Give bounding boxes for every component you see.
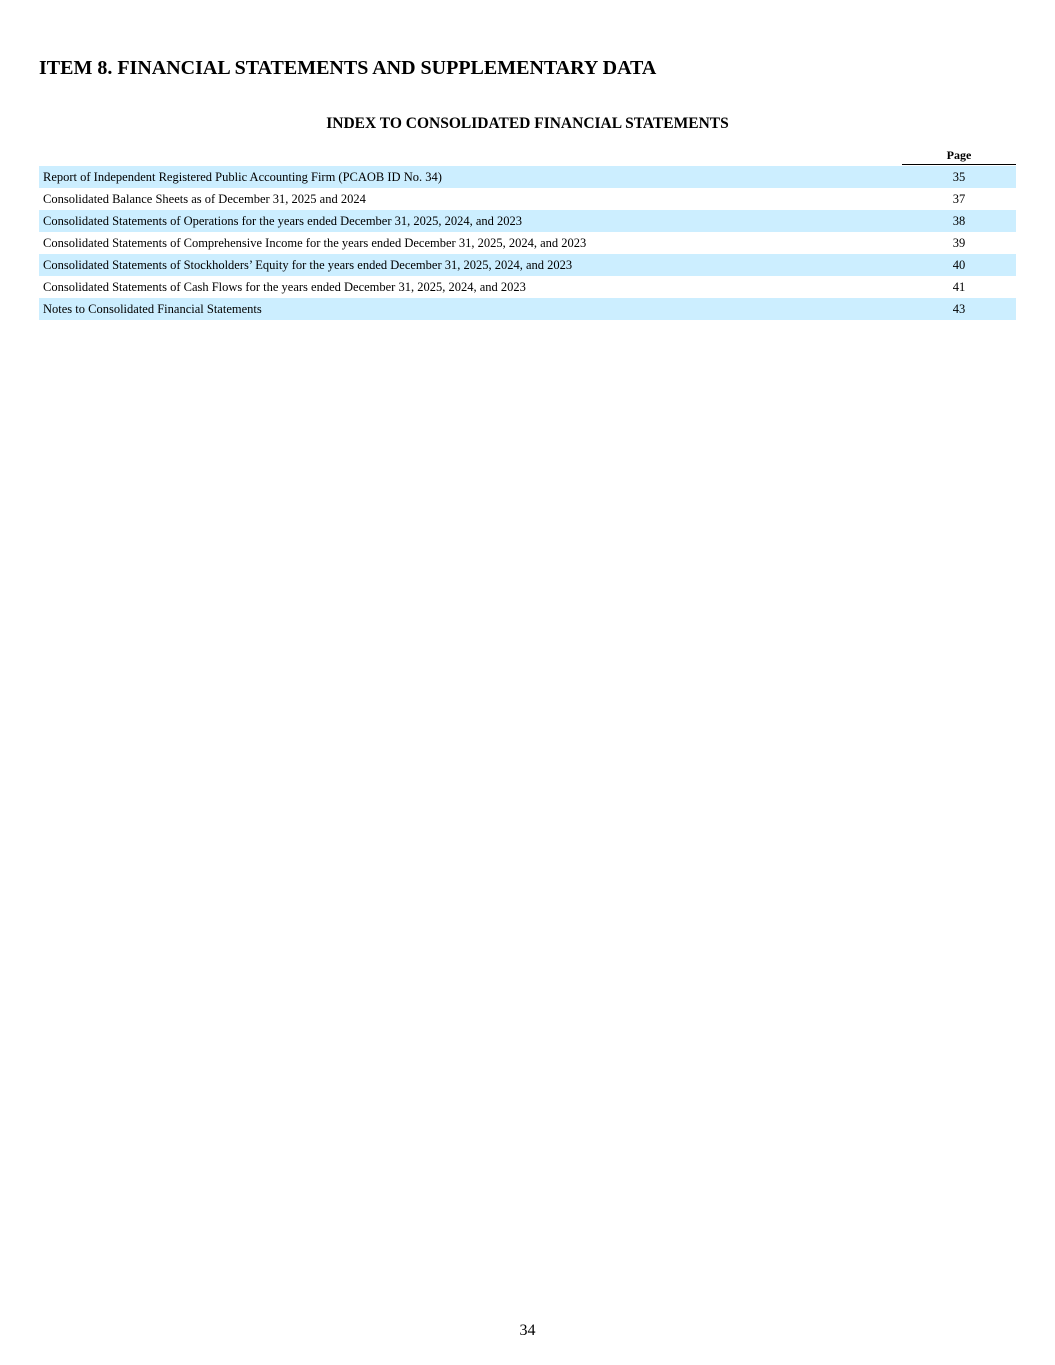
toc-row[interactable]	[39, 188, 1016, 210]
table-of-contents	[39, 146, 1016, 320]
toc-row[interactable]	[39, 210, 1016, 232]
index-title: INDEX TO CONSOLIDATED FINANCIAL STATEMENTS	[326, 115, 729, 132]
toc-entry-title[interactable]: Consolidated Statements of Stockholders’ Equity for the years ended December 31, 2025, 2024, and 2023	[43, 257, 573, 272]
item-heading: ITEM 8. FINANCIAL STATEMENTS AND SUPPLEMENTARY DATA	[39, 57, 657, 79]
page-column-header: Page	[902, 146, 1016, 165]
toc-row[interactable]	[39, 166, 1016, 188]
toc-row[interactable]	[39, 232, 1016, 254]
page-number: 34	[519, 1322, 536, 1339]
toc-entry-page[interactable]: 39	[952, 235, 966, 250]
toc-row[interactable]	[39, 276, 1016, 298]
toc-entry-page[interactable]: 43	[952, 301, 966, 316]
toc-entry-page[interactable]: 35	[952, 169, 966, 184]
toc-entry-title[interactable]: Report of Independent Registered Public Accounting Firm (PCAOB ID No. 34)	[43, 169, 442, 184]
toc-header	[39, 146, 1016, 166]
toc-row[interactable]	[39, 254, 1016, 276]
toc-entry-page[interactable]: 41	[952, 279, 966, 294]
toc-entry-page[interactable]: 40	[952, 257, 966, 272]
toc-entry-title[interactable]: Notes to Consolidated Financial Statements	[43, 301, 262, 316]
toc-entry-title[interactable]: Consolidated Statements of Comprehensive Income for the years ended December 31, 2025, 2024, and 2023	[43, 235, 587, 250]
toc-entry-title[interactable]: Consolidated Balance Sheets as of December 31, 2025 and 2024	[43, 191, 366, 206]
toc-entry-title[interactable]: Consolidated Statements of Cash Flows for the years ended December 31, 2025, 2024, and 2023	[43, 279, 526, 294]
toc-entry-page[interactable]: 37	[952, 191, 966, 206]
toc-entry-title[interactable]: Consolidated Statements of Operations for the years ended December 31, 2025, 2024, and 2023	[43, 213, 523, 228]
toc-row[interactable]	[39, 298, 1016, 320]
toc-entry-page[interactable]: 38	[952, 213, 966, 228]
